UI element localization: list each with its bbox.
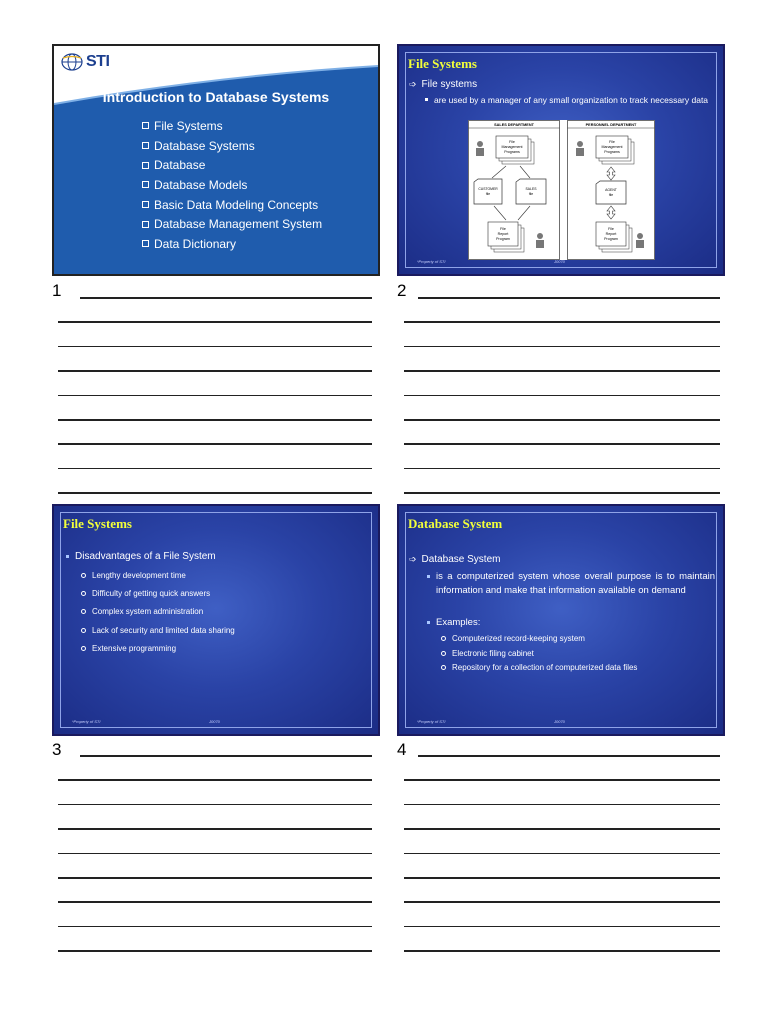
examples-bullet: Examples:: [427, 617, 480, 628]
note-line: [58, 926, 372, 928]
bullet-level-2: is a computerized system whose overall purpose is to maintain information and make that information available on demand: [427, 570, 715, 598]
slide-2-title: File Systems: [408, 56, 477, 71]
slide-footer-copyright: *Property of STI: [72, 719, 101, 724]
circle-bullet-icon: [81, 591, 86, 596]
slide-3-title: File Systems: [63, 516, 132, 531]
note-line: [404, 804, 720, 806]
diagram-label: Programs: [504, 150, 520, 154]
list-item: Database Models: [142, 175, 322, 195]
note-line: [58, 443, 372, 445]
slide-footer-copyright: *Property of STI: [417, 719, 446, 724]
double-arrow-icon: [607, 167, 615, 180]
diagram-label: Programs: [604, 150, 620, 154]
square-bullet-icon: [425, 98, 428, 101]
note-line: [404, 321, 720, 323]
double-arrow-icon: [607, 206, 615, 219]
note-line: [58, 468, 372, 470]
sub-bullet: Extensive programming: [81, 644, 176, 653]
checkbox-bullet-icon: [142, 201, 149, 208]
user-icon: [536, 233, 544, 248]
diagram-label: file: [528, 192, 534, 196]
checkbox-bullet-icon: [142, 122, 149, 129]
note-line: [58, 901, 372, 903]
sales-dept-header: SALES DEPARTMENT: [494, 123, 534, 127]
arrow-bullet-icon: ➩: [409, 79, 417, 89]
diagram-label: File: [509, 140, 515, 144]
note-line: [404, 395, 720, 397]
slide-number-4: 4: [397, 740, 407, 759]
sub-bullet: Lack of security and limited data sharing: [81, 626, 235, 635]
slide-number-1: 1: [52, 281, 62, 300]
globe-icon: [60, 52, 84, 72]
user-icon: [576, 141, 584, 156]
note-line: [58, 492, 372, 494]
circle-bullet-icon: [441, 636, 446, 641]
slide-4-title: Database System: [408, 516, 503, 531]
bullet-level-1: Disadvantages of a File System: [66, 551, 216, 562]
note-line: [404, 370, 720, 372]
sub-bullet: Lengthy development time: [81, 571, 186, 580]
slide-1-thumbnail: [52, 44, 380, 276]
sub-bullet: Electronic filing cabinet: [441, 649, 534, 658]
diagram-label: File: [608, 227, 614, 231]
checkbox-bullet-icon: [142, 240, 149, 247]
circle-bullet-icon: [441, 651, 446, 656]
note-line: [404, 468, 720, 470]
note-line: [58, 828, 372, 830]
diagram-label: File: [609, 140, 615, 144]
circle-bullet-icon: [81, 573, 86, 578]
diagram-label: CUSTOMER: [478, 187, 498, 191]
note-line: [58, 853, 372, 855]
note-line: [404, 492, 720, 494]
slide-frame: [60, 512, 372, 728]
note-line: [58, 419, 372, 421]
list-item: File Systems: [142, 116, 322, 136]
list-item: Database Systems: [142, 136, 322, 156]
slide-3-thumbnail: [52, 504, 380, 736]
note-line: [404, 779, 720, 781]
diagram-label: Management: [601, 145, 623, 149]
note-line: [404, 926, 720, 928]
note-line: [404, 419, 720, 421]
sub-bullet: Difficulty of getting quick answers: [81, 589, 210, 598]
note-line: [404, 828, 720, 830]
diagram-label: Report: [497, 232, 509, 236]
diagram-label: SALES: [525, 187, 537, 191]
note-line: [418, 755, 720, 757]
note-line: [404, 443, 720, 445]
bullet-level-2: are used by a manager of any small organization to track necessary data: [425, 94, 715, 106]
slide-footer-code: J0070: [209, 719, 220, 724]
topic-list: [142, 116, 322, 254]
note-line: [58, 950, 372, 952]
user-icon: [476, 141, 484, 156]
list-item: Database: [142, 155, 322, 175]
circle-bullet-icon: [81, 646, 86, 651]
square-bullet-icon: [427, 621, 430, 624]
bullet-level-1: ➩ Database System: [409, 554, 501, 565]
checkbox-bullet-icon: [142, 142, 149, 149]
slide-4-thumbnail: [397, 504, 725, 736]
note-line: [418, 297, 720, 299]
circle-bullet-icon: [81, 628, 86, 633]
diagram-label: file: [485, 192, 491, 196]
diagram-label: Program: [604, 237, 618, 241]
diagram-label: file: [608, 193, 614, 197]
note-line: [404, 901, 720, 903]
list-item: Basic Data Modeling Concepts: [142, 195, 322, 215]
list-item: Data Dictionary: [142, 234, 322, 254]
sub-bullet: Complex system administration: [81, 607, 203, 616]
square-bullet-icon: [66, 555, 69, 558]
checkbox-bullet-icon: [142, 162, 149, 169]
note-line: [58, 321, 372, 323]
note-line: [404, 950, 720, 952]
bullet-level-1: ➩ File systems: [409, 79, 478, 90]
note-line: [404, 346, 720, 348]
note-line: [58, 395, 372, 397]
note-line: [58, 370, 372, 372]
user-icon: [636, 233, 644, 248]
logo-text: STI: [86, 53, 110, 70]
checkbox-bullet-icon: [142, 221, 149, 228]
note-line: [58, 877, 372, 879]
note-line: [80, 297, 372, 299]
square-bullet-icon: [427, 575, 430, 578]
sti-logo: [60, 52, 109, 72]
sub-bullet: Computerized record-keeping system: [441, 634, 585, 643]
sub-bullet: Repository for a collection of computerized data files: [441, 663, 637, 672]
circle-bullet-icon: [441, 665, 446, 670]
note-line: [58, 804, 372, 806]
diagram-label: Report: [605, 232, 617, 236]
checkbox-bullet-icon: [142, 181, 149, 188]
slide-number-2: 2: [397, 281, 407, 300]
list-item: Database Management System: [142, 214, 322, 234]
note-line: [404, 853, 720, 855]
arrow-bullet-icon: ➩: [409, 554, 417, 564]
slide-footer-code: J0070: [554, 259, 565, 264]
file-system-diagram: [468, 120, 655, 260]
slide-footer-code: J0070: [554, 719, 565, 724]
slide-1-title: Introduction to Database Systems: [102, 89, 330, 105]
diagram-label: Management: [501, 145, 523, 149]
slide-2-thumbnail: [397, 44, 725, 276]
diagram-label: AGENT: [605, 188, 617, 192]
note-line: [404, 877, 720, 879]
diagram-label: File: [500, 227, 506, 231]
note-line: [80, 755, 372, 757]
slide-footer-copyright: *Property of STI: [417, 259, 446, 264]
circle-bullet-icon: [81, 609, 86, 614]
slide-number-3: 3: [52, 740, 62, 759]
note-line: [58, 779, 372, 781]
personnel-dept-header: PERSONNEL DEPARTMENT: [585, 123, 637, 127]
note-line: [58, 346, 372, 348]
diagram-label: Program: [496, 237, 510, 241]
